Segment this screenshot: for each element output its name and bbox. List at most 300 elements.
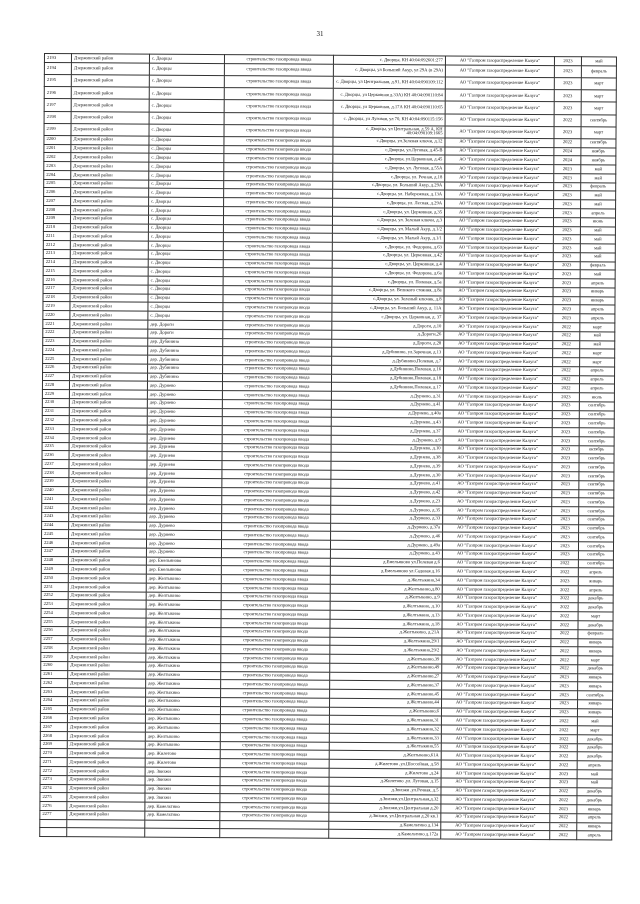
address-cell: д.Желтыкино,37 [330,681,442,690]
work-type-cell: строительство газопровода ввода [221,636,330,645]
month-cell: май [580,340,615,349]
year-cell: 2022 [550,813,577,822]
address-cell: д.Желтыкино,49 [330,663,442,672]
month-cell: март [581,78,616,90]
address-cell: д.Звизжи,ул.Центральная д.20 [329,803,441,812]
district-cell: Дзержинский район [67,758,145,767]
district-cell: Дзержинский район [70,223,148,232]
organization-cell: АО "Газпром газораспределение Калуга" [441,769,550,778]
address-cell: с.Дворцы, ул. Федорова, д.6а [332,269,444,278]
locality-cell: дер. Звизжи [145,767,220,776]
organization-cell: АО "Газпром газораспределение Калуга" [445,208,554,217]
year-cell: 2023 [551,673,578,682]
organization-cell: АО "Газпром газораспределение Калуга" [443,392,552,401]
organization-cell: АО "Газпром газораспределение Калуга" [443,375,552,384]
work-type-cell: строительство газопровода ввода [220,715,329,724]
month-cell: декабрь [577,796,612,805]
month-cell: май [581,174,616,183]
year-cell: 2023 [551,550,578,559]
district-cell: Дзержинский район [68,539,146,548]
work-type-cell: строительство газопровода ввода [224,145,333,154]
row-number-cell: 2196 [44,87,71,99]
organization-cell: АО "Газпром газораспределение Калуга" [441,830,550,839]
month-cell: апрель [578,568,613,577]
year-cell: 2023 [553,235,580,244]
work-type-cell: строительство газопровода ввода [221,619,330,628]
organization-cell: АО "Газпром газораспределение Калуга" [444,287,553,296]
locality-cell: дер. Желтыкино [146,679,221,688]
month-cell: май [581,191,616,200]
year-cell: 2023 [553,244,580,253]
row-number-cell: 2236 [42,451,69,460]
row-number-cell: 2233 [42,425,69,434]
organization-cell: АО "Газпром газораспределение Калуга" [444,357,553,366]
year-cell: 2022 [551,664,578,673]
month-cell: декабрь [578,594,613,603]
organization-cell: АО "Газпром газораспределение Калуга" [442,646,551,655]
row-number-cell: 2245 [42,530,69,539]
work-type-cell: строительство газопровода ввода [222,531,331,540]
address-cell: д.Дурнево, д.23 [331,497,443,506]
work-type-cell: строительство газопровода ввода [223,347,332,356]
work-type-cell: строительство газопровода ввода [221,610,330,619]
year-cell: 2023 [552,428,579,437]
locality-cell: дер. Дурнево [147,504,222,513]
organization-cell: АО "Газпром газораспределение Калуга" [444,339,553,348]
month-cell: апрель [577,831,612,840]
work-type-cell: строительство газопровода ввода [224,100,333,113]
address-cell: с.Дворцы, ул. Зеленая ключи, д.3 [332,216,444,225]
month-cell: декабрь [577,752,612,761]
organization-cell: АО "Газпром газораспределение Калуга" [443,383,552,392]
organization-cell: АО "Газпром газораспределение Калуга" [443,471,552,480]
organization-cell: АО "Газпром газораспределение Калуга" [443,445,552,454]
row-number-cell: 2254 [41,609,68,618]
year-cell: 2022 [553,331,580,340]
year-cell: 2022 [551,629,578,638]
work-type-cell: строительство газопровода ввода [222,513,331,522]
row-number-cell: 2221 [43,319,70,328]
month-cell: январь [578,577,613,586]
organization-cell: АО "Газпром газораспределение Калуга" [442,559,551,568]
row-number-cell: 2217 [43,284,70,293]
organization-cell: АО "Газпром газораспределение Калуга" [443,488,552,497]
year-cell: 2023 [553,288,580,297]
address-cell: д.Емельяново ул.Садовая д.16 [330,567,442,576]
district-cell: Дзержинский район [71,188,149,197]
organization-cell: АО "Газпром газораспределение Калуга" [441,716,550,725]
year-cell: 2024 [554,156,581,165]
district-cell: Дзержинский район [69,477,147,486]
address-cell: д.Дурнево, д.38 [331,453,443,462]
row-number-cell: 2200 [44,135,71,144]
month-cell: январь [578,682,613,691]
registry-table-body [40,54,617,841]
locality-cell: с. Дворцы [149,206,224,215]
district-cell: Дзержинский район [69,530,147,539]
district-cell: Дзержинский район [70,320,148,329]
work-type-cell: строительство газопровода ввода [222,461,331,470]
work-type-cell: строительство газопровода ввода [222,435,331,444]
locality-cell: дер. Жилетово [145,758,220,767]
year-cell: 2023 [552,419,579,428]
district-cell: Дзержинский район [67,732,145,741]
month-cell: апрель [581,209,616,218]
organization-cell: АО "Газпром газораспределение Калуга" [444,269,553,278]
month-cell: апрель [579,384,614,393]
month-cell: март [581,126,616,138]
district-cell: Дзержинский район [70,241,148,250]
organization-cell: АО "Газпром газораспределение Калуга" [441,743,550,752]
district-cell: Дзержинский район [67,740,145,749]
row-number-cell: 2276 [40,802,67,811]
district-cell: Дзержинский район [67,793,145,802]
district-cell: Дзержинский район [68,600,146,609]
row-number-cell: 2214 [43,258,70,267]
month-cell: сентябрь [579,454,614,463]
locality-cell: с. Дворцы [149,75,224,88]
address-cell: д.Желтыкино,31 [329,716,441,725]
locality-cell: дер. Желтыкино [145,706,220,715]
work-type-cell: строительство газопровода ввода [221,548,330,557]
locality-cell: с. Дворцы [148,259,223,268]
year-cell: 2022 [550,735,577,744]
district-cell: Дзержинский район [70,346,148,355]
year-cell: 2023 [551,699,578,708]
district-cell: Дзержинский район [67,714,145,723]
district-cell: Дзержинский район [71,54,149,63]
row-number-cell: 2256 [41,626,68,635]
work-type-cell: строительство газопровода ввода [222,478,331,487]
year-cell: 2022 [552,384,579,393]
organization-cell: АО "Газпром газораспределение Калуга" [444,252,553,261]
locality-cell: дер. Емельяново [146,566,221,575]
row-number-cell: 2244 [42,521,69,530]
month-cell: март [577,726,612,735]
work-type-cell: строительство газопровода ввода [221,557,330,566]
year-cell: 2023 [554,65,581,77]
work-type-cell: строительство газопровода ввода [220,811,329,820]
row-number-cell: 2268 [40,731,67,740]
month-cell: ноябрь [581,147,616,156]
row-number-cell: 2257 [41,635,68,644]
locality-cell: дер. Желтыкино [145,723,220,732]
year-cell: 2023 [553,252,580,261]
month-cell: октябрь [579,445,614,454]
district-cell: Дзержинский район [71,111,149,124]
year-cell: 2023 [550,778,577,787]
work-type-cell: строительство газопровода ввода [221,592,330,601]
locality-cell: дер. Желтыкино [146,601,221,610]
address-cell: д.Дубинино,Полевая, д.7 [332,356,444,365]
address-cell: д.Дурнево, д.43 [330,549,442,558]
year-cell: 2022 [551,612,578,621]
locality-cell: с. Дворцы [149,99,224,112]
month-cell: сентябрь [579,533,614,542]
organization-cell: АО "Газпром газораспределение Калуга" [444,243,553,252]
month-cell: май [577,717,612,726]
year-cell: 2022 [551,638,578,647]
month-cell: сентябрь [579,419,614,428]
year-cell: 2023 [554,90,581,102]
organization-cell: АО "Газпром газораспределение Калуга" [444,366,553,375]
address-cell: д.Жилетово ,ул.Шоссейная, д.58 [329,760,441,769]
work-type-cell: строительство газопровода ввода [224,112,333,125]
row-number-cell: 2216 [43,276,70,285]
organization-cell: АО "Газпром газораспределение Калуга" [442,567,551,576]
organization-cell: АО "Газпром газораспределение Калуга" [442,602,551,611]
organization-cell: АО "Газпром газораспределение Калуга" [441,795,550,804]
month-cell: март [578,656,613,665]
organization-cell: АО "Газпром газораспределение Калуга" [443,506,552,515]
year-cell: 2023 [554,78,581,90]
address-cell: с.Дворцы, ул. Больший Акур, д.29А [333,181,445,190]
work-type-cell: строительство газопровода ввода [222,417,331,426]
month-cell: сентябрь [579,437,614,446]
organization-cell: АО "Газпром газораспределение Калуга" [442,681,551,690]
month-cell: май [581,57,616,66]
address-cell: д.Камельтино д.134 [329,821,441,830]
locality-cell: дер. Дубинино [148,346,223,355]
year-cell: 2023 [552,445,579,454]
organization-cell: АО "Газпром газораспределение Калуга" [443,515,552,524]
work-type-cell: строительство газопровода ввода [224,76,333,89]
row-number-cell: 2273 [40,775,67,784]
address-cell: д.Желтыкино,6 [329,707,441,716]
locality-cell: дер. Дурнево [147,381,222,390]
row-number-cell: 2241 [42,495,69,504]
address-cell: с.Дворцы, ул.Луговая, д.45-В [333,146,445,155]
row-number-cell: 2264 [41,696,68,705]
address-cell: д.Камельтино д.172а [329,830,441,839]
row-number-cell [40,828,67,837]
work-type-cell: строительство газопровода ввода [224,55,333,64]
row-number-cell: 2272 [40,767,67,776]
month-cell: сентябрь [579,410,614,419]
work-type-cell [220,829,329,838]
month-cell: сентябрь [579,428,614,437]
month-cell: январь [577,805,612,814]
month-cell: июль [579,393,614,402]
work-type-cell: строительство газопровода ввода [220,803,329,812]
district-cell: Дзержинский район [70,363,148,372]
work-type-cell: строительство газопровода ввода [223,286,332,295]
district-cell: Дзержинский район [70,355,148,364]
organization-cell: АО "Газпром газораспределение Калуга" [441,708,550,717]
district-cell: Дзержинский район [71,144,149,153]
row-number-cell: 2239 [42,477,69,486]
work-type-cell: строительство газопровода ввода [220,785,329,794]
work-type-cell: строительство газопровода ввода [221,680,330,689]
locality-cell: дер. Дурнево [147,452,222,461]
organization-cell: АО "Газпром газораспределение Калуга" [445,147,554,156]
year-cell: 2023 [552,480,579,489]
work-type-cell: строительство газопровода ввода [224,154,333,163]
district-cell: Дзержинский район [70,232,148,241]
work-type-cell: строительство газопровода ввода [220,759,329,768]
month-cell: сентябрь [578,542,613,551]
year-cell: 2023 [553,226,580,235]
organization-cell: АО "Газпром газораспределение Калуга" [443,453,552,462]
month-cell: апрель [580,367,615,376]
page-number: 31 [316,30,324,38]
organization-cell: АО "Газпром газораспределение Калуга" [445,182,554,191]
month-cell: март [581,90,616,102]
address-cell: с.Дворцы, ул. Церковная, д. 37 [332,312,444,321]
year-cell: 2022 [553,349,580,358]
locality-cell: с. Дворцы [148,241,223,250]
organization-cell: АО "Газпром газораспределение Калуга" [444,331,553,340]
month-cell: сентябрь [579,507,614,516]
work-type-cell: строительство газопровода ввода [220,768,329,777]
work-type-cell: строительство газопровода ввода [221,662,330,671]
work-type-cell: строительство газопровода ввода [222,452,331,461]
organization-cell: АО "Газпром газораспределение Калуга" [441,734,550,743]
work-type-cell: строительство газопровода ввода [221,601,330,610]
organization-cell: АО "Газпром газораспределение Калуга" [442,541,551,550]
district-cell: Дзержинский район [68,670,146,679]
address-cell: д.Желтыкино, д.18 [330,619,442,628]
locality-cell: дер. Желтыкино [146,636,221,645]
row-number-cell: 2204 [44,170,71,179]
locality-cell: дер. Желтыкино [146,592,221,601]
month-cell: декабрь [577,787,612,796]
month-cell: ноябрь [581,156,616,165]
organization-cell: АО "Газпром газораспределение Калуга" [443,401,552,410]
locality-cell: дер. Дубинино [148,355,223,364]
organization-cell: АО "Газпром газораспределение Калуга" [443,410,552,419]
month-cell: май [580,226,615,235]
month-cell: апрель [579,375,614,384]
address-cell: д.Желтыкино,34 [330,575,442,584]
address-cell: д.Дурнево, д.49а [330,540,442,549]
work-type-cell: строительство газопровода ввода [223,268,332,277]
district-cell: Дзержинский район [69,372,147,381]
row-number-cell [40,819,67,828]
address-cell: д.Дурнево, д.40а [331,409,443,418]
row-number-cell: 2265 [40,705,67,714]
locality-cell: с. Дворцы [148,224,223,233]
month-cell: сентябрь [579,481,614,490]
year-cell: 2023 [554,102,581,114]
address-cell: с.Дворцы, ул. Великого стояния, д.8а [332,286,444,295]
organization-cell: АО "Газпром газораспределение Калуга" [442,664,551,673]
address-cell: с.Дворцы, ул. Набережная, д.13А [333,190,445,199]
row-number-cell: 2201 [44,144,71,153]
locality-cell: дер. Желтыкино [146,662,221,671]
organization-cell: АО "Газпром газораспределение Калуга" [442,620,551,629]
row-number-cell: 2240 [42,486,69,495]
year-cell: 2023 [552,515,579,524]
work-type-cell: строительство газопровода ввода [223,321,332,330]
work-type-cell: строительство газопровода ввода [221,584,330,593]
work-type-cell: строительство газопровода ввода [222,382,331,391]
row-number-cell: 2213 [43,249,70,258]
row-number-cell: 2258 [41,644,68,653]
district-cell: Дзержинский район [68,591,146,600]
month-cell: май [577,779,612,788]
month-cell: январь [578,647,613,656]
row-number-cell: 2206 [44,188,71,197]
month-cell: март [580,349,615,358]
year-cell: 2022 [550,787,577,796]
year-cell: 2023 [554,174,581,183]
row-number-cell: 2237 [42,460,69,469]
work-type-cell: строительство газопровода ввода [222,522,331,531]
district-cell: Дзержинский район [68,626,146,635]
district-cell: Дзержинский район [69,504,147,513]
month-cell: май [580,270,615,279]
work-type-cell: строительство газопровода ввода [223,215,332,224]
work-type-cell: строительство газопровода ввода [222,470,331,479]
year-cell: 2023 [551,577,578,586]
locality-cell: дер. Дороги [148,320,223,329]
address-cell: с. Дворцы, ул Луговая, ул 70, КН 40:04:090115:156 [333,113,445,126]
month-cell: январь [577,708,612,717]
address-cell: д.Дурнево, д.33 [331,514,443,523]
address-cell: д.Дурнево, д.41 [331,479,443,488]
row-number-cell: 2271 [40,758,67,767]
address-cell: с.Дворцы, ул. Федорова, д.63 [332,242,444,251]
locality-cell: с. Дворцы [148,232,223,241]
row-number-cell: 2261 [41,670,68,679]
row-number-cell: 2234 [42,433,69,442]
row-number-cell: 2277 [40,810,67,819]
district-cell: Дзержинский район [71,171,149,180]
locality-cell: с. Дворцы [149,162,224,171]
district-cell: Дзержинский район [68,583,146,592]
row-number-cell: 2247 [41,547,68,556]
locality-cell: дер. Дурнево [147,460,222,469]
district-cell: Дзержинский район [69,442,147,451]
district-cell: Дзержинский район [71,75,149,88]
work-type-cell: строительство газопровода ввода [222,373,331,382]
locality-cell: дер. Желтыкино [146,574,221,583]
month-cell: сентябрь [579,463,614,472]
row-number-cell: 2223 [43,337,70,346]
month-cell: январь [580,288,615,297]
address-cell: с. Дворцы, ул Центральная, д.91, КН 40:04:090109:112 [333,76,445,89]
organization-cell: АО "Газпром газораспределение Калуга" [443,462,552,471]
locality-cell: дер. Желтыкино [146,627,221,636]
address-cell: с. Дворцы, КН 40:04:092601:277 [333,55,445,64]
district-cell: Дзержинский район [68,618,146,627]
locality-cell: с. Дворцы [148,250,223,259]
locality-cell: с. Дворцы [149,63,224,76]
row-number-cell: 2232 [42,416,69,425]
row-number-cell: 2255 [41,617,68,626]
work-type-cell: строительство газопровода ввода [223,356,332,365]
organization-cell: АО "Газпром газораспределение Калуга" [442,699,551,708]
work-type-cell: строительство газопровода ввода [221,627,330,636]
year-cell: 2023 [552,401,579,410]
work-type-cell: строительство газопровода ввода [223,294,332,303]
locality-cell: с. Дворцы [149,145,224,154]
work-type-cell: строительство газопровода ввода [221,540,330,549]
locality-cell: дер. Дубинино [147,373,222,382]
address-cell: с.Дворцы, ул. Полевая, д.5а [332,277,444,286]
district-cell: Дзержинский район [69,390,147,399]
address-cell: д.Желтыкино,29/1 [330,637,442,646]
locality-cell: с. Дворцы [149,189,224,198]
year-cell: 2023 [552,454,579,463]
month-cell: сентябрь [581,139,616,148]
locality-cell: дер. Дурнево [147,443,222,452]
address-cell: д.Желтыкино,д.80 [330,584,442,593]
district-cell: Дзержинский район [69,460,147,469]
month-cell: декабрь [578,665,613,674]
locality-cell: дер. Звизжи [145,793,220,802]
